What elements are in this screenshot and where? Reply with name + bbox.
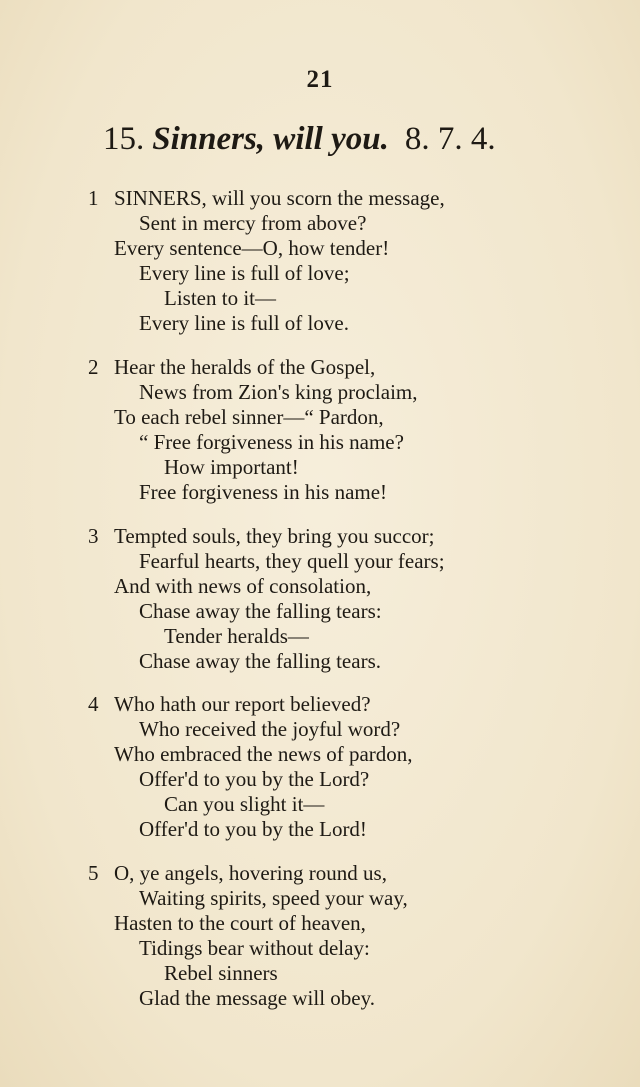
verse-number: 3 bbox=[88, 524, 99, 548]
verse-line: Free forgiveness in his name! bbox=[139, 480, 388, 504]
verse-line: Tempted souls, they bring you succor; bbox=[114, 524, 435, 548]
verse-line: SINNERS, will you scorn the message, bbox=[114, 186, 445, 210]
page-number: 21 bbox=[306, 66, 334, 93]
verse-line: O, ye angels, hovering round us, bbox=[114, 861, 387, 885]
verse-line: Hear the heralds of the Gospel, bbox=[114, 355, 376, 379]
verse-line: Chase away the falling tears. bbox=[139, 649, 381, 673]
verse-line: How important! bbox=[164, 455, 299, 479]
verse-line: Offer'd to you by the Lord! bbox=[139, 817, 367, 841]
verse-number: 1 bbox=[88, 186, 99, 210]
hymn-header bbox=[103, 121, 496, 158]
verse-line: Listen to it— bbox=[164, 286, 276, 310]
verse-line: Every line is full of love; bbox=[139, 261, 350, 285]
verse-line: Who embraced the news of pardon, bbox=[114, 742, 413, 766]
verse-line: Every sentence—O, how tender! bbox=[114, 236, 390, 260]
verse-line: Chase away the falling tears: bbox=[139, 599, 382, 623]
verse-line: Fearful hearts, they quell your fears; bbox=[139, 549, 445, 573]
verse-number: 5 bbox=[88, 861, 99, 885]
verse-line: Sent in mercy from above? bbox=[139, 211, 367, 235]
verse-line: Every line is full of love. bbox=[139, 311, 349, 335]
verse-line: Rebel sinners bbox=[164, 961, 278, 985]
verse-line: Can you slight it— bbox=[164, 792, 325, 816]
verse-line: Waiting spirits, speed your way, bbox=[139, 886, 408, 910]
verse-line: “ Free forgiveness in his name? bbox=[139, 430, 404, 454]
verse-line: Hasten to the court of heaven, bbox=[114, 911, 366, 935]
verse-line: News from Zion's king proclaim, bbox=[139, 380, 418, 404]
verse-line: Tidings bear without delay: bbox=[139, 936, 370, 960]
verse-line: Who hath our report believed? bbox=[114, 692, 371, 716]
verse-line: Glad the message will obey. bbox=[139, 986, 375, 1010]
verse-number: 2 bbox=[88, 355, 99, 379]
hymn-title: Sinners, will you. bbox=[152, 121, 389, 157]
verse-line: Offer'd to you by the Lord? bbox=[139, 767, 370, 791]
hymn-meter: 8. 7. 4. bbox=[404, 121, 496, 157]
verse-line: Who received the joyful word? bbox=[139, 717, 401, 741]
verse-line: To each rebel sinner—“ Pardon, bbox=[114, 405, 384, 429]
hymn-number: 15. bbox=[103, 121, 145, 157]
verse-line: Tender heralds— bbox=[164, 624, 309, 648]
verse-line: And with news of consolation, bbox=[114, 574, 372, 598]
verse-number: 4 bbox=[88, 692, 99, 716]
